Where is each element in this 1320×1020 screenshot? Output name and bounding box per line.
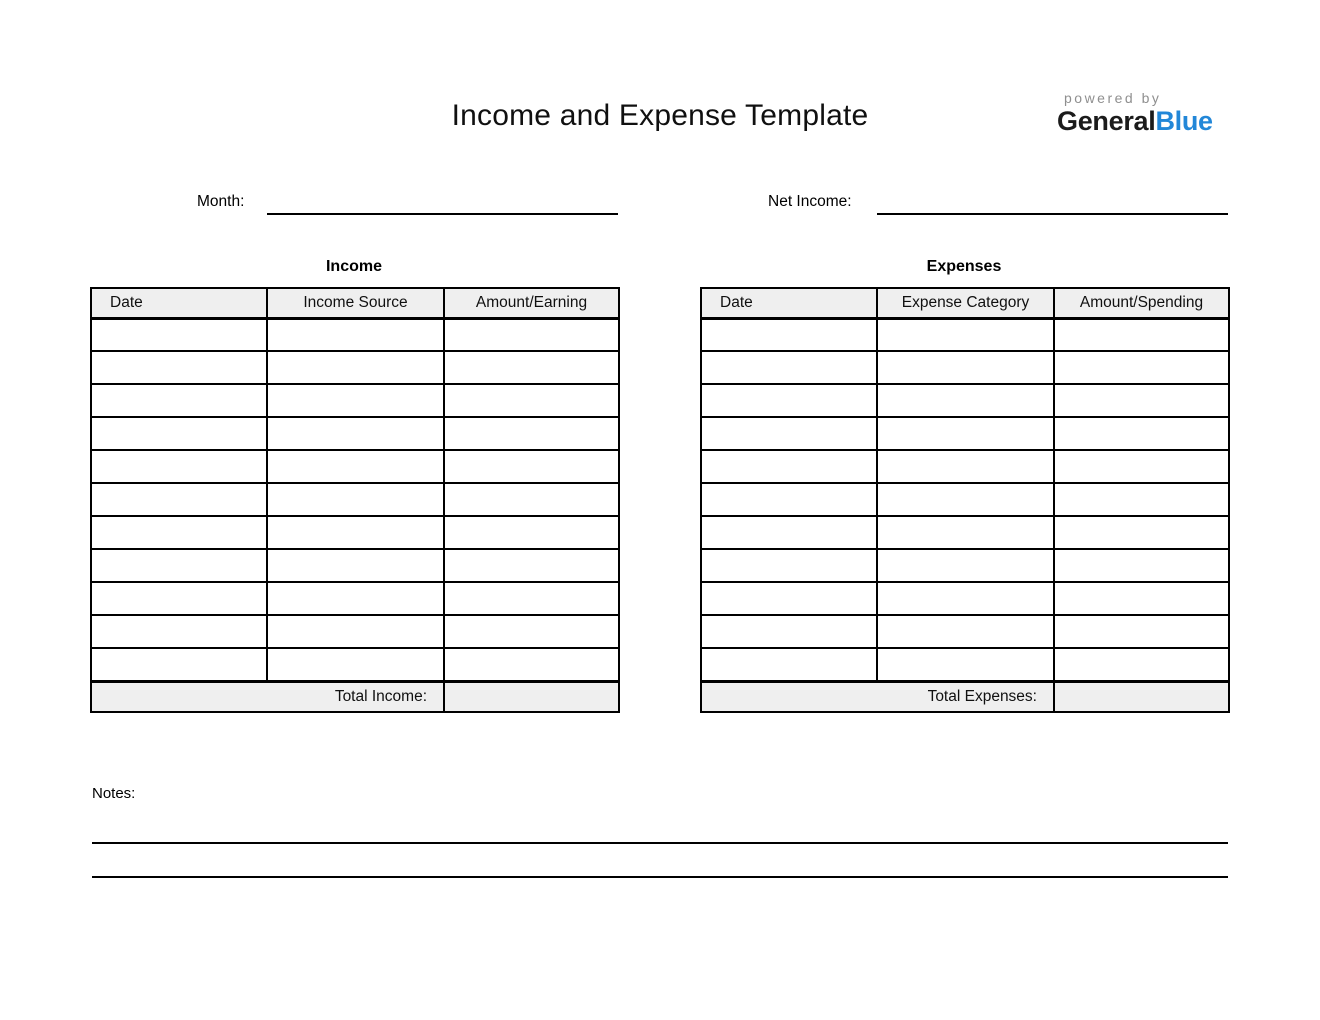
table-row <box>91 318 619 351</box>
empty-cell[interactable] <box>701 450 877 483</box>
table-row <box>701 549 1229 582</box>
empty-cell[interactable] <box>701 615 877 648</box>
income-total-row <box>91 681 619 712</box>
table-row <box>701 516 1229 549</box>
table-row <box>91 450 619 483</box>
empty-cell[interactable] <box>701 516 877 549</box>
empty-cell[interactable] <box>444 351 619 384</box>
empty-cell[interactable] <box>877 615 1054 648</box>
expenses-total-row <box>701 681 1229 712</box>
empty-cell[interactable] <box>91 417 267 450</box>
empty-cell[interactable] <box>444 450 619 483</box>
empty-cell[interactable] <box>1054 516 1229 549</box>
brand-part-general: General <box>1057 106 1156 136</box>
empty-cell[interactable] <box>91 384 267 417</box>
column-header: Amount/Spending <box>1054 288 1229 318</box>
empty-cell[interactable] <box>267 615 444 648</box>
table-row <box>701 318 1229 351</box>
empty-cell[interactable] <box>1054 648 1229 681</box>
table-row <box>91 582 619 615</box>
empty-cell[interactable] <box>444 318 619 351</box>
column-header: Date <box>91 288 267 318</box>
column-header: Amount/Earning <box>444 288 619 318</box>
empty-cell[interactable] <box>877 549 1054 582</box>
empty-cell[interactable] <box>267 483 444 516</box>
brand-name <box>1057 106 1232 137</box>
empty-cell[interactable] <box>267 318 444 351</box>
table-row <box>701 615 1229 648</box>
empty-cell[interactable] <box>91 549 267 582</box>
empty-cell[interactable] <box>877 582 1054 615</box>
table-row <box>91 615 619 648</box>
table-row <box>701 384 1229 417</box>
powered-by-text: powered by <box>1064 90 1162 106</box>
empty-cell[interactable] <box>267 516 444 549</box>
empty-cell[interactable] <box>1054 318 1229 351</box>
empty-cell[interactable] <box>701 384 877 417</box>
empty-cell[interactable] <box>701 648 877 681</box>
empty-cell[interactable] <box>444 549 619 582</box>
net-income-input-line[interactable] <box>877 213 1228 215</box>
empty-cell[interactable] <box>444 384 619 417</box>
table-row <box>701 417 1229 450</box>
table-row <box>701 483 1229 516</box>
empty-cell[interactable] <box>1054 549 1229 582</box>
empty-cell[interactable] <box>701 582 877 615</box>
empty-cell[interactable] <box>877 648 1054 681</box>
column-header: Income Source <box>267 288 444 318</box>
empty-cell[interactable] <box>444 483 619 516</box>
general-blue-logo <box>1057 90 1232 137</box>
empty-cell[interactable] <box>91 582 267 615</box>
empty-cell[interactable] <box>91 351 267 384</box>
table-row <box>91 483 619 516</box>
empty-cell[interactable] <box>1054 417 1229 450</box>
empty-cell[interactable] <box>444 582 619 615</box>
empty-cell[interactable] <box>877 516 1054 549</box>
notes-input-line-1[interactable] <box>92 842 1228 844</box>
total-value-cell[interactable] <box>444 681 619 712</box>
empty-cell[interactable] <box>91 450 267 483</box>
table-row <box>91 516 619 549</box>
empty-cell[interactable] <box>877 384 1054 417</box>
empty-cell[interactable] <box>1054 384 1229 417</box>
empty-cell[interactable] <box>91 318 267 351</box>
empty-cell[interactable] <box>701 483 877 516</box>
empty-cell[interactable] <box>701 318 877 351</box>
expenses-table-body <box>701 318 1229 681</box>
empty-cell[interactable] <box>267 417 444 450</box>
table-row <box>701 648 1229 681</box>
empty-cell[interactable] <box>701 549 877 582</box>
expenses-header-row <box>701 288 1229 318</box>
page-title: Income and Expense Template <box>451 99 869 132</box>
empty-cell[interactable] <box>91 483 267 516</box>
brand-part-blue: Blue <box>1155 106 1213 136</box>
table-row <box>91 384 619 417</box>
empty-cell[interactable] <box>1054 582 1229 615</box>
empty-cell[interactable] <box>1054 483 1229 516</box>
empty-cell[interactable] <box>267 582 444 615</box>
empty-cell[interactable] <box>1054 615 1229 648</box>
expenses-section-title: Expenses <box>926 258 1002 275</box>
empty-cell[interactable] <box>91 516 267 549</box>
empty-cell[interactable] <box>877 351 1054 384</box>
empty-cell[interactable] <box>701 417 877 450</box>
empty-cell[interactable] <box>444 417 619 450</box>
empty-cell[interactable] <box>444 615 619 648</box>
empty-cell[interactable] <box>1054 450 1229 483</box>
empty-cell[interactable] <box>444 648 619 681</box>
empty-cell[interactable] <box>267 351 444 384</box>
total-value-cell[interactable] <box>1054 681 1229 712</box>
table-row <box>91 549 619 582</box>
notes-input-line-2[interactable] <box>92 876 1228 878</box>
notes-label: Notes: <box>92 785 136 802</box>
net-income-label: Net Income: <box>768 193 852 210</box>
empty-cell[interactable] <box>91 648 267 681</box>
table-row <box>701 582 1229 615</box>
empty-cell[interactable] <box>91 615 267 648</box>
empty-cell[interactable] <box>1054 351 1229 384</box>
income-header-row <box>91 288 619 318</box>
empty-cell[interactable] <box>267 549 444 582</box>
empty-cell[interactable] <box>267 648 444 681</box>
empty-cell[interactable] <box>877 318 1054 351</box>
table-row <box>701 351 1229 384</box>
empty-cell[interactable] <box>267 450 444 483</box>
empty-cell[interactable] <box>877 450 1054 483</box>
month-label: Month: <box>197 193 245 210</box>
month-input-line[interactable] <box>267 213 618 215</box>
column-header: Expense Category <box>877 288 1054 318</box>
column-header: Date <box>701 288 877 318</box>
total-label-cell: Total Income: <box>91 681 444 712</box>
income-section-title: Income <box>325 258 382 275</box>
empty-cell[interactable] <box>267 384 444 417</box>
income-table <box>90 287 620 713</box>
empty-cell[interactable] <box>444 516 619 549</box>
table-row <box>91 351 619 384</box>
empty-cell[interactable] <box>877 483 1054 516</box>
income-table-body <box>91 318 619 681</box>
empty-cell[interactable] <box>701 351 877 384</box>
total-label-cell: Total Expenses: <box>701 681 1054 712</box>
table-row <box>701 450 1229 483</box>
table-row <box>91 417 619 450</box>
empty-cell[interactable] <box>877 417 1054 450</box>
expenses-table <box>700 287 1230 713</box>
table-row <box>91 648 619 681</box>
